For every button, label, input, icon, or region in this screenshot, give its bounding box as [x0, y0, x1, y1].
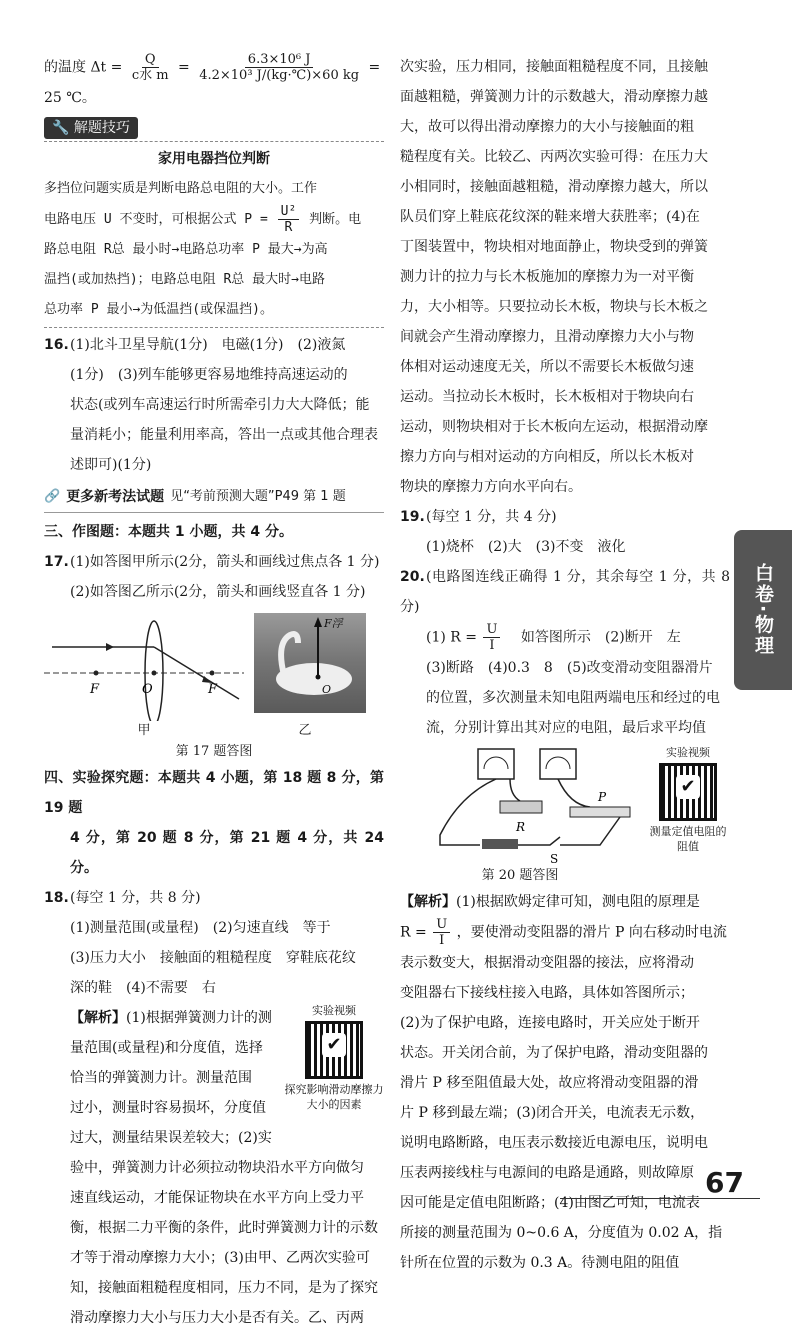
- tip-text: 电路电压 U 不变时，可根据公式 P =: [44, 212, 268, 227]
- answer-line: (1)测量范围(或量程) (2)匀速直线 等于: [70, 920, 331, 936]
- right-column: [400, 52, 730, 1278]
- qr-video-block[interactable]: [648, 745, 728, 865]
- answer-line: (2)如答图乙所示(2分，箭头和画线竖直各 1 分): [70, 584, 366, 600]
- formula-fraction-1: $\frac{Q}{\text{c水 m}}$: [131, 52, 169, 83]
- analysis-line: 才等于滑动摩擦力大小；(3)由甲、乙两次实验可: [70, 1250, 370, 1266]
- analysis-line: 衡，根据二力平衡的条件，此时弹簧测力计的示数: [70, 1220, 378, 1236]
- analysis-line: [400, 917, 730, 948]
- tip-line: 温挡(或加热挡)；电路总电阻 R总 最大时→电路: [44, 272, 325, 287]
- section-heading: 三、作图题：本题共 1 小题，共 4 分。: [44, 524, 293, 540]
- analysis-18: [44, 1003, 384, 1333]
- qr-video-block[interactable]: [284, 1003, 384, 1112]
- equals-sign: =: [368, 59, 381, 76]
- more-ref: 见“考前预测大题”P49 第 1 题: [170, 489, 346, 504]
- link-icon: 🔗: [44, 489, 61, 504]
- label-f-buoyancy: F浮: [324, 617, 343, 630]
- wrench-icon: 🔧: [52, 120, 70, 136]
- question-number: 18.: [44, 890, 69, 906]
- answer-line: 的位置，多次测量未知电阻两端电压和经过的电: [426, 690, 720, 706]
- force-origin: [316, 675, 321, 680]
- analysis-line: 测力计的拉力与长木板施加的摩擦力为一对平衡: [400, 269, 694, 285]
- answer-line: (1分) (3)列车能够更容易地维持高速运动的: [70, 367, 348, 383]
- figure-title: 第 17 题答图: [175, 744, 253, 759]
- lens-diagram: [44, 613, 244, 721]
- answer-text: (每空 1 分，共 8 分): [70, 890, 201, 906]
- analysis-line: 所接的测量范围为 0~0.6 A，分度值为 0.02 A，指: [400, 1225, 723, 1241]
- rheostat-icon: [570, 807, 630, 817]
- analysis-line: 表示数变大，根据滑动变阻器的接法，应将滑动: [400, 955, 694, 971]
- circuit-diagram: [400, 745, 640, 865]
- analysis-line: 速直线运动，才能保证物块在水平方向上受力平: [70, 1190, 364, 1206]
- label-f-right: F: [208, 682, 218, 697]
- analysis-line: 次实验，压力相同，接触面粗糙程度不同，且接触: [400, 59, 708, 75]
- figure-17-captions: [44, 721, 384, 741]
- ohm-fraction: $\frac{U}{I}$: [483, 622, 500, 653]
- tip-line: [44, 204, 384, 235]
- switch-icon: [518, 837, 560, 845]
- analysis-line: 状态。开关闭合前，为了保护电路，滑动变阻器的: [400, 1045, 708, 1061]
- section-heading: 四、实验探究题：本题共 4 小题，第 18 题 8 分，第 19 题: [44, 770, 384, 816]
- analysis-line: 针所在位置的示数为 0.3 A。待测电阻的阻值: [400, 1255, 680, 1271]
- divider: [44, 327, 384, 328]
- analysis-line: 知，接触面粗糙程度相同，压力不同，是为了探究: [70, 1280, 378, 1296]
- label-p: P: [598, 790, 607, 804]
- question-number: 16.: [44, 337, 69, 353]
- power-formula-fraction: $\frac{\text{U²}}{R}$: [278, 204, 300, 235]
- analysis-text: (1)根据弹簧测力计的测: [126, 1010, 272, 1026]
- subject-side-tab: 白卷·物理: [734, 530, 792, 690]
- question-17: [44, 547, 384, 577]
- more-questions-bar[interactable]: [44, 482, 384, 513]
- tip-title: 家用电器挡位判断: [158, 151, 270, 167]
- analysis-line: 压表两接线柱与电源间的电路是通路，则故障原: [400, 1165, 694, 1181]
- voltmeter-icon: [478, 749, 514, 779]
- analysis-line: 面越粗糙，弹簧测力计的示数越大，滑动摩擦力越: [400, 89, 708, 105]
- analysis-line: (2)为了保护电路，连接电路时，开关应处于断开: [400, 1015, 700, 1031]
- label-o-swan: O: [322, 683, 332, 696]
- question-number: 20.: [400, 569, 425, 585]
- answer-line: [400, 622, 730, 653]
- left-column: [44, 52, 384, 1333]
- analysis-line: 滑片 P 移至阻值最大处，故应将滑动变阻器的滑: [400, 1075, 699, 1091]
- focus-point: [210, 671, 215, 676]
- analysis-20: [400, 887, 730, 1278]
- swan-photo: [254, 613, 366, 713]
- caption-b: 乙: [298, 723, 312, 738]
- label-f-left: F: [90, 682, 100, 697]
- qr-caption-bottom: 测量定值电阻的阻值: [649, 825, 727, 853]
- figure-17: [44, 613, 384, 721]
- wire: [510, 779, 520, 801]
- section-heading: 4 分，第 20 题 8 分，第 21 题 4 分，共 24 分。: [70, 830, 384, 876]
- analysis-label: 【解析】: [400, 894, 456, 910]
- analysis-line: 运动，则物块相对于长木板向左运动，根据滑动摩: [400, 419, 708, 435]
- wire: [440, 779, 496, 845]
- label-o: O: [142, 682, 153, 697]
- figure-title: 第 20 题答图: [481, 868, 559, 883]
- wire: [558, 779, 590, 807]
- tip-line: 总功率 P 最小→为低温挡(或保温挡)。: [44, 302, 273, 317]
- formula-fraction-2: $\frac{\text{6.3×10⁶ J}}{\text{4.2×10³ J/(kg·℃)×60 kg}}$: [199, 52, 360, 83]
- analysis-line: 物块的摩擦力方向水平向右。: [400, 479, 582, 495]
- ammeter-icon: [540, 749, 576, 779]
- wire: [560, 817, 620, 845]
- tip-badge-label: 解题技巧: [73, 120, 130, 136]
- analysis-line: [400, 887, 730, 917]
- label-s: S: [550, 852, 559, 865]
- answer-line: 状态(或列车高速运行时所需牵引力大大降低；能: [70, 397, 370, 413]
- page-number: 67: [705, 1166, 744, 1199]
- focus-point: [94, 671, 99, 676]
- footer-rule: [560, 1198, 760, 1199]
- question-number: 19.: [400, 509, 425, 525]
- optical-center: [152, 671, 157, 676]
- answer-line: (3)压力大小 接触面的粗糙程度 穿鞋底花纹: [70, 950, 356, 966]
- temperature-formula-line: [44, 52, 384, 83]
- qr-caption-bottom: 探究影响滑动摩擦力大小的因素: [284, 1083, 384, 1111]
- caption-a: 甲: [137, 723, 151, 738]
- label-r: R: [516, 820, 526, 834]
- analysis-line: 过小，测量时容易损坏，分度值: [70, 1100, 266, 1116]
- figure-20: [400, 745, 730, 865]
- analysis-line: 说明电路断路，电压表示数接近电源电压，说明电: [400, 1135, 708, 1151]
- answer-line: (1)烧杯 (2)大 (3)不变 液化: [426, 539, 626, 555]
- analysis-line: 过大，测量结果误差较大；(2)实: [70, 1130, 272, 1146]
- answer-line: 量消耗小；能量利用率高，答出一点或其他合理表: [70, 427, 378, 443]
- answer-text: (每空 1 分，共 4 分): [426, 509, 557, 525]
- answer-line: 述即可)(1分): [70, 457, 152, 473]
- analysis-line: 验中，弹簧测力计必须拉动物块沿水平方向做匀: [70, 1160, 364, 1176]
- question-20: [400, 562, 730, 622]
- question-18: [44, 883, 384, 913]
- temp-prefix: 的温度 Δt =: [44, 59, 123, 76]
- tip-badge: [44, 117, 138, 139]
- tip-body: [44, 174, 384, 325]
- analysis-label: 【解析】: [70, 1010, 126, 1026]
- analysis-line: 力，大小相等。只要拉动长木板，物块与长木板之: [400, 299, 708, 315]
- analysis-line: 小相同时，接触面越粗糙，滑动摩擦力越大，所以: [400, 179, 708, 195]
- ohm-fraction: $\frac{U}{I}$: [433, 917, 450, 948]
- analysis-line: 丁图装置中，物块相对地面静止，物块受到的弹簧: [400, 239, 708, 255]
- tip-line: 多挡位问题实质是判断电路总电阻的大小。工作: [44, 181, 318, 196]
- buoyancy-overlay: [254, 613, 366, 713]
- analysis-line: 片 P 移到最左端；(3)闭合开关，电流表无示数，: [400, 1105, 705, 1121]
- qr-caption-top: 实验视频: [666, 746, 710, 759]
- qr-caption-top: 实验视频: [312, 1004, 356, 1017]
- analysis-line: 恰当的弹簧测力计。测量范围: [70, 1070, 252, 1086]
- tip-header: [44, 117, 384, 139]
- answer-line: (3)断路 (4)0.3 8 (5)改变滑动变阻器滑片: [426, 660, 713, 676]
- analysis-line: 大，故可以得出滑动摩擦力的大小与接触面的粗: [400, 119, 694, 135]
- swan-body: [276, 663, 352, 695]
- answer-text: 如答图所示 (2)断开 左: [506, 629, 681, 646]
- arrow-icon: [106, 643, 114, 651]
- equals-sign: =: [178, 59, 190, 76]
- analysis-line: 糙程度有关。比较乙、丙两次实验可得：在压力大: [400, 149, 708, 165]
- analysis-line: 量范围(或量程)和分度值，选择: [70, 1040, 263, 1056]
- question-19: [400, 502, 730, 532]
- answer-text: (1)如答图甲所示(2分，箭头和画线过焦点各 1 分): [70, 554, 380, 570]
- analysis-line: 队员们穿上鞋底花纹深的鞋来增大获胜率；(4)在: [400, 209, 700, 225]
- analysis-line: 体相对运动速度无关，所以不需要长木板做匀速: [400, 359, 694, 375]
- answer-text: (1)北斗卫星导航(1分) 电磁(1分) (2)液氮: [70, 337, 346, 353]
- answer-text: (1) R =: [426, 629, 478, 646]
- qr-code-icon[interactable]: [659, 763, 717, 821]
- analysis-text: R =: [400, 924, 427, 941]
- analysis-line: 运动。当拉动长木板时，长木板相对于物块向右: [400, 389, 694, 405]
- answer-line: 深的鞋 (4)不需要 右: [70, 980, 216, 996]
- temperature-result: 25 ℃。: [44, 90, 96, 106]
- analysis-text: (1)根据欧姆定律可知，测电阻的原理是: [456, 894, 700, 910]
- analysis-line: 擦力方向与相对运动的方向相反，所以长木板对: [400, 449, 694, 465]
- divider: [44, 141, 384, 142]
- battery-icon: [482, 839, 518, 849]
- answer-line: 流，分别计算出其对应的电阻，最后求平均值: [426, 720, 706, 736]
- analysis-text: ，要使滑动变阻器的滑片 P 向右移动时电流: [456, 924, 727, 941]
- arrow-icon: [314, 617, 322, 627]
- tip-line: 路总电阻 R总 最小时→电路总功率 P 最大→为高: [44, 242, 328, 257]
- tip-text: 判断。电: [309, 212, 362, 227]
- qr-code-icon[interactable]: [305, 1021, 363, 1079]
- analysis-line: 变阻器右下接线柱接入电路，具体如答图所示；: [400, 985, 694, 1001]
- question-16: [44, 330, 384, 360]
- analysis-line: 因可能是定值电阻断路；(4)由图乙可知，电流表: [400, 1195, 700, 1211]
- analysis-line: 间就会产生滑动摩擦力，且滑动摩擦力大小与物: [400, 329, 694, 345]
- answer-text: (电路图连线正确得 1 分，其余每空 1 分，共 8 分): [400, 569, 730, 615]
- analysis-line: 滑动摩擦力大小与压力大小是否有关。乙、丙两: [70, 1310, 364, 1326]
- question-number: 17.: [44, 554, 69, 570]
- resistor-icon: [500, 801, 542, 813]
- more-title: 更多新考法试题: [66, 489, 165, 505]
